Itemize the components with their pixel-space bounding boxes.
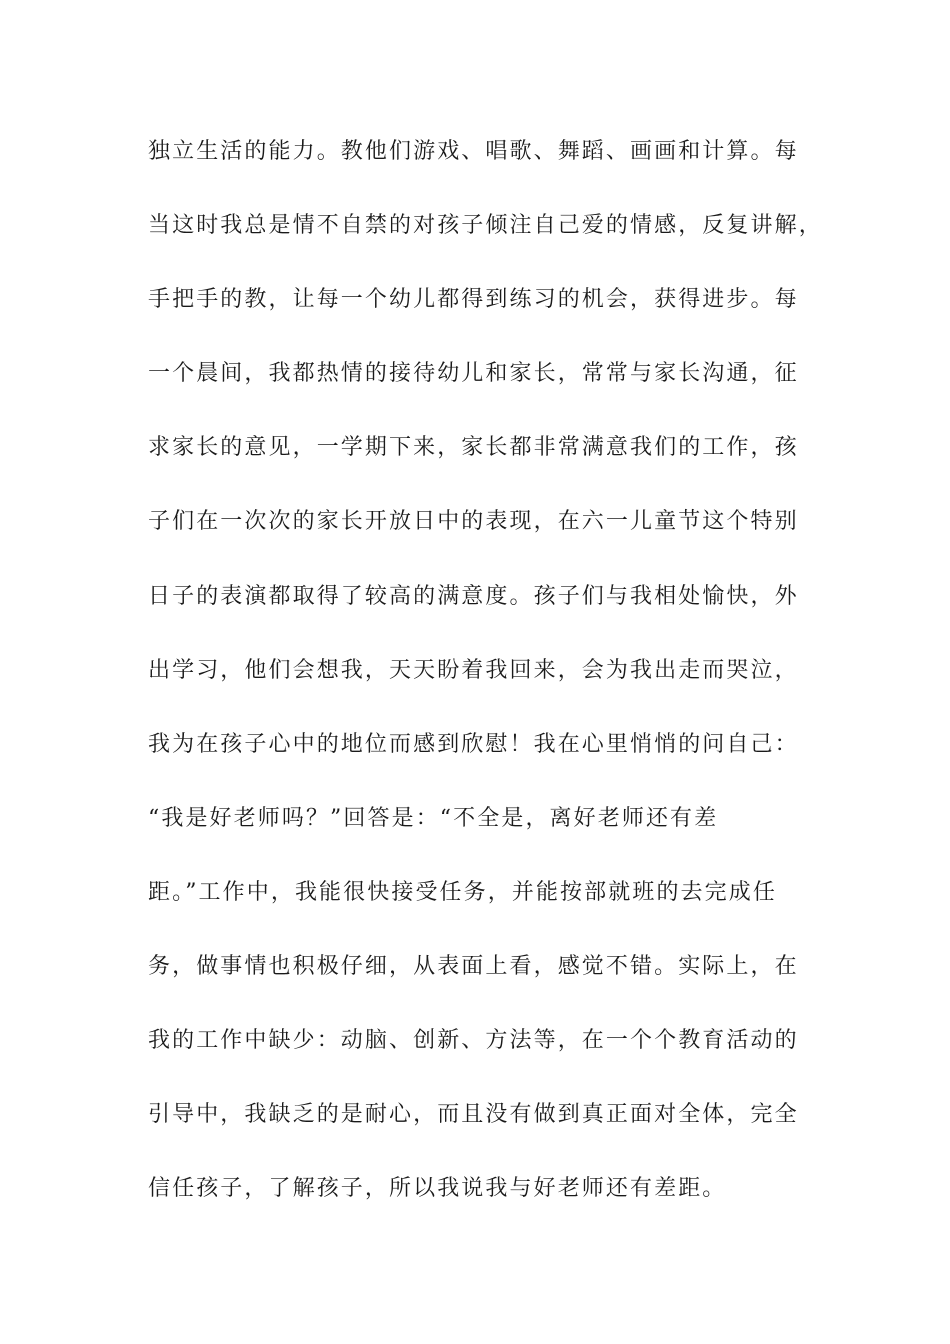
- text-line: 日子的表演都取得了较高的满意度。孩子们与我相处愉快，外: [148, 583, 799, 609]
- text-line: “我是好老师吗？”回答是：“不全是，离好老师还有差: [148, 805, 719, 831]
- text-line: 信任孩子，了解孩子，所以我说我与好老师还有差距。: [148, 1176, 727, 1202]
- text-line: 距。”工作中，我能很快接受任务，并能按部就班的去完成任: [148, 879, 777, 905]
- text-line: 我为在孩子心中的地位而感到欣慰！我在心里悄悄的问自己：: [148, 731, 799, 757]
- text-line: 求家长的意见，一学期下来，家长都非常满意我们的工作，孩: [148, 435, 799, 461]
- text-line: 手把手的教，让每一个幼儿都得到练习的机会，获得进步。每: [148, 287, 799, 313]
- text-line: 务，做事情也积极仔细，从表面上看，感觉不错。实际上，在: [148, 954, 799, 980]
- document-body: [148, 128, 823, 1239]
- text-line: 出学习，他们会想我，天天盼着我回来，会为我出走而哭泣，: [148, 657, 799, 683]
- text-line: 子们在一次次的家长开放日中的表现，在六一儿童节这个特别: [148, 509, 799, 535]
- text-line: 当这时我总是情不自禁的对孩子倾注自己爱的情感，反复讲解，: [148, 213, 823, 239]
- text-line: 一个晨间，我都热情的接待幼儿和家长，常常与家长沟通，征: [148, 361, 799, 387]
- text-line: 引导中，我缺乏的是耐心，而且没有做到真正面对全体，完全: [148, 1102, 799, 1128]
- text-line: 我的工作中缺少：动脑、创新、方法等，在一个个教育活动的: [148, 1028, 799, 1054]
- text-line: 独立生活的能力。教他们游戏、唱歌、舞蹈、画画和计算。每: [148, 139, 799, 164]
